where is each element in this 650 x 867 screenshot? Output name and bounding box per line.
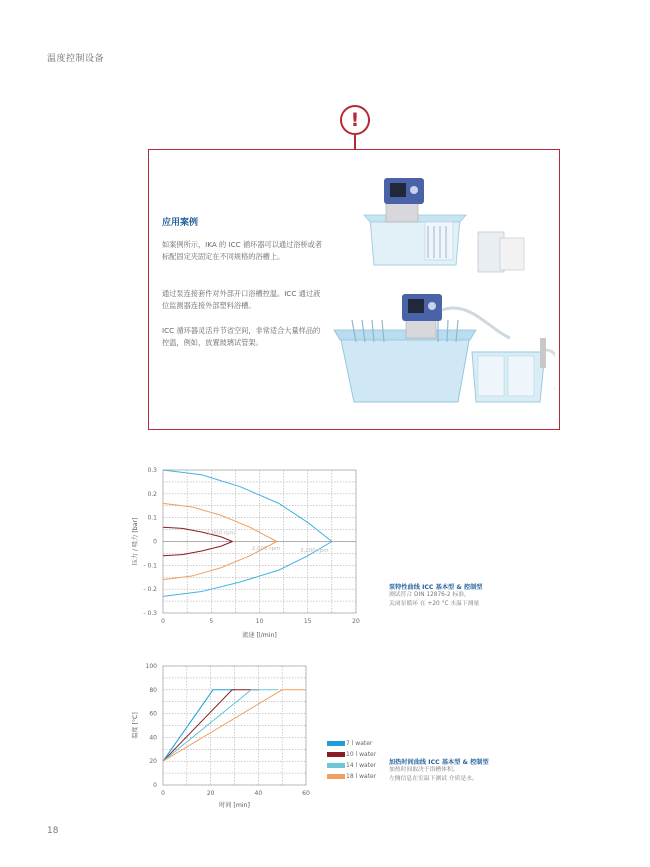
circulator-bath-small <box>364 178 466 265</box>
y-tick-label: 0.1 <box>147 514 157 522</box>
pump-chart-caption-line-1: 测试符合 DIN 12876-2 标准， <box>389 592 470 598</box>
test-tube-rack <box>478 232 524 272</box>
y-tick-label: 80 <box>149 686 157 694</box>
y-tick-label: 0.2 <box>147 490 157 498</box>
pump-chart-caption-title: 泵特性曲线 ICC 基本型 & 控制型 <box>389 584 483 591</box>
x-axis-label: 时间 [min] <box>219 802 250 809</box>
x-tick-label: 0 <box>161 618 165 625</box>
heating-chart-caption-title: 加热时间曲线 ICC 基本型 & 控制型 <box>389 759 489 766</box>
y-tick-label: 100 <box>145 663 157 670</box>
heating-chart-caption-line-1: 加热时间取决于浴槽体积。 <box>389 767 459 773</box>
heating-chart-caption-line-2: 左侧信息在室温下测试 介质是水。 <box>389 776 478 782</box>
rpm-annotation: 3,200 rpm <box>300 548 329 555</box>
y-tick-label: 60 <box>149 710 157 718</box>
x-tick-label: 20 <box>352 618 360 625</box>
legend-swatch-10l <box>327 752 345 757</box>
y-tick-label: 0.3 <box>147 467 157 474</box>
legend-swatch-7l <box>327 741 345 746</box>
x-tick-label: 5 <box>209 618 214 625</box>
legend-swatch-14l <box>327 763 345 768</box>
y-tick-label: 20 <box>149 758 157 766</box>
exclamation-icon: ! <box>340 105 370 135</box>
x-tick-label: 10 <box>255 618 264 625</box>
y-tick-label: 40 <box>149 734 157 742</box>
x-tick-label: 15 <box>303 618 312 625</box>
x-tick-label: 0 <box>161 790 165 797</box>
heating-curve-chart <box>125 658 325 810</box>
y-tick-label: 0 <box>153 538 157 546</box>
x-axis-label: 流速 [l/min] <box>242 632 277 639</box>
external-bath <box>472 338 555 402</box>
legend-label-14l: 14 l water <box>346 762 377 769</box>
y-tick-label: - 0.2 <box>143 586 157 594</box>
case-paragraph-2: 通过泵连接套件对外部开口浴槽控温。ICC 通过液位监测器连接外部塑料浴槽。 <box>162 289 321 310</box>
y-tick-label: 0 <box>153 782 157 789</box>
case-paragraph-3: ICC 循环器灵活并节省空间，非常适合大量样品的控温，例如，放置玻璃试管架。 <box>162 326 321 347</box>
page-section-title: 温度控制设备 <box>47 54 105 64</box>
legend-label-18l: 18 l water <box>346 773 377 780</box>
y-tick-label: - 0.3 <box>143 610 157 617</box>
product-image <box>330 170 555 420</box>
case-title: 应用案例 <box>162 218 199 228</box>
pump-chart-caption-line-2: 关闭泵循环 在 +20 °C 水温下测量 <box>389 601 480 607</box>
rpm-annotation: 2,000 rpm <box>251 545 281 552</box>
y-tick-label: - 0.1 <box>143 562 157 570</box>
alert-connector <box>354 135 356 149</box>
page-number: 18 <box>47 826 59 836</box>
pump-curve-chart <box>125 462 370 640</box>
y-axis-label: 温度 [°C] <box>132 712 139 739</box>
legend-swatch-18l <box>327 774 345 779</box>
x-tick-label: 40 <box>254 790 263 797</box>
y-axis-label: 压力 / 吸力 [bar] <box>132 517 139 566</box>
rpm-annotation: 1,000 rpm <box>206 530 236 537</box>
legend-label-10l: 10 l water <box>346 751 377 758</box>
x-tick-label: 20 <box>206 790 215 797</box>
legend-label-7l: 7 l water <box>346 740 373 747</box>
case-paragraph-1: 如案例所示，IKA 的 ICC 循环器可以通过浴桥或者标配固定夹固定在不同规格的浴槽上。 <box>162 240 323 261</box>
x-tick-label: 60 <box>302 790 310 797</box>
